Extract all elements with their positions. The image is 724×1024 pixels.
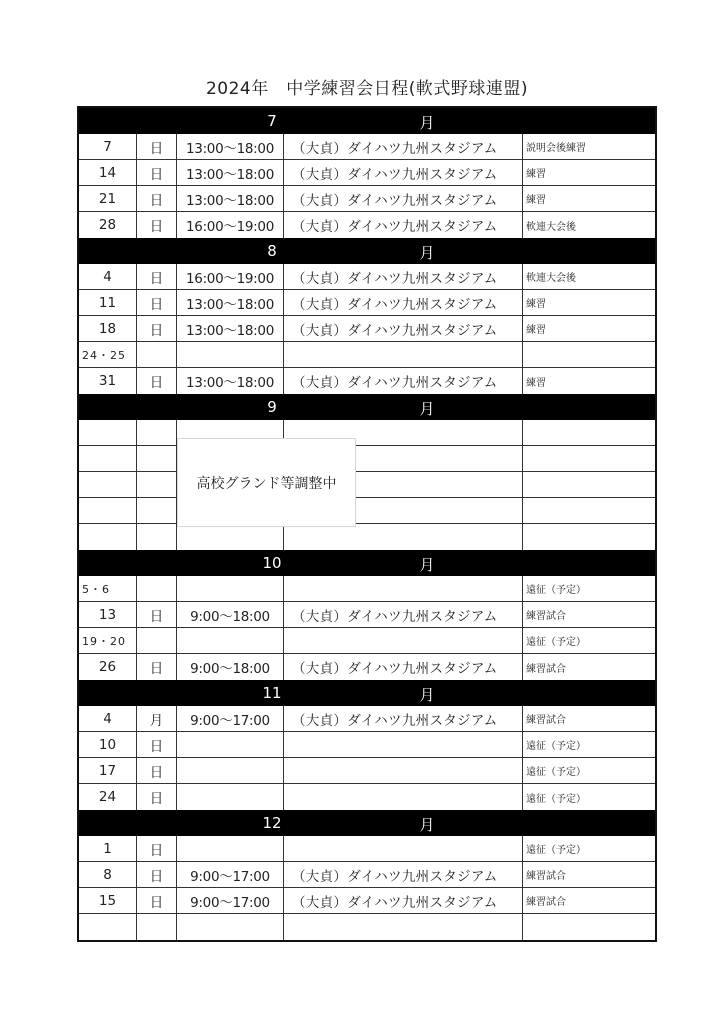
time-cell: 13:00～18:00: [177, 368, 284, 394]
date-cell: 21: [79, 186, 137, 211]
venue-cell: [284, 836, 523, 861]
month-section: [79, 810, 655, 940]
weekday-cell: [137, 420, 177, 445]
schedule-row: [79, 784, 655, 810]
month-number: 11: [262, 684, 282, 702]
month-header: [79, 108, 655, 134]
schedule-row: [79, 342, 655, 368]
time-cell: 9:00～18:00: [177, 654, 284, 680]
date-cell: 4: [79, 264, 137, 289]
venue-cell: （大貞）ダイハツ九州スタジアム: [284, 862, 523, 887]
note-cell: 遠征（予定）: [526, 793, 586, 805]
date-cell: [79, 446, 137, 471]
date-cell: 15: [79, 888, 137, 913]
venue-cell: （大貞）ダイハツ九州スタジアム: [284, 134, 523, 159]
weekday-cell: 日: [137, 212, 177, 238]
schedule-row: [79, 446, 655, 472]
date-cell: 17: [79, 758, 137, 783]
date-cell: 31: [79, 368, 137, 394]
venue-cell: （大貞）ダイハツ九州スタジアム: [284, 602, 523, 627]
weekday-cell: [137, 914, 177, 940]
venue-cell: [284, 576, 523, 601]
venue-cell: [284, 914, 523, 940]
note-cell: [523, 420, 655, 445]
month-number: 9: [267, 398, 277, 416]
schedule-row: [79, 186, 655, 212]
date-cell: [79, 420, 137, 445]
time-cell: 9:00～18:00: [177, 602, 284, 627]
month-section: [79, 394, 655, 550]
month-section: [79, 108, 655, 238]
schedule-row: [79, 368, 655, 394]
month-number: 10: [262, 554, 282, 572]
weekday-cell: [137, 628, 177, 653]
weekday-cell: 月: [137, 706, 177, 731]
note-cell: [523, 914, 655, 940]
note-cell: 遠征（予定）: [526, 845, 586, 856]
month-header: [79, 238, 655, 264]
month-header: [79, 810, 655, 836]
weekday-cell: 日: [137, 160, 177, 185]
time-cell: 16:00～19:00: [177, 212, 284, 238]
month-suffix: 月: [419, 556, 435, 574]
weekday-cell: 日: [137, 888, 177, 913]
schedule-row: [79, 160, 655, 186]
schedule-row: [79, 264, 655, 290]
weekday-cell: 日: [137, 758, 177, 783]
time-cell: [177, 576, 284, 601]
schedule-row: [79, 888, 655, 914]
time-cell: [177, 914, 284, 940]
date-cell: 14: [79, 160, 137, 185]
note-cell: [523, 472, 655, 497]
date-cell: 8: [79, 862, 137, 887]
note-cell: 練習: [526, 377, 546, 389]
venue-cell: [284, 784, 523, 810]
date-cell: 7: [79, 134, 137, 159]
weekday-cell: 日: [137, 732, 177, 757]
time-cell: 16:00～19:00: [177, 264, 284, 289]
time-cell: 13:00～18:00: [177, 134, 284, 159]
note-cell: [523, 524, 655, 550]
month-header: [79, 550, 655, 576]
schedule-row: [79, 290, 655, 316]
date-cell: 24・25: [79, 342, 137, 367]
weekday-cell: 日: [137, 264, 177, 289]
time-cell: [177, 524, 284, 550]
september-note-box: 高校グランド等調整中: [177, 438, 356, 527]
date-cell: 24: [79, 784, 137, 810]
schedule-row: [79, 758, 655, 784]
venue-cell: （大貞）ダイハツ九州スタジアム: [284, 186, 523, 211]
venue-cell: （大貞）ダイハツ九州スタジアム: [284, 888, 523, 913]
schedule-row: [79, 472, 655, 498]
venue-cell: （大貞）ダイハツ九州スタジアム: [284, 264, 523, 289]
time-cell: [177, 732, 284, 757]
venue-cell: （大貞）ダイハツ九州スタジアム: [284, 654, 523, 680]
note-cell: [523, 446, 655, 471]
month-number: 8: [267, 242, 277, 260]
note-cell: 練習試合: [526, 897, 566, 908]
venue-cell: （大貞）ダイハツ九州スタジアム: [284, 212, 523, 238]
venue-cell: （大貞）ダイハツ九州スタジアム: [284, 290, 523, 315]
time-cell: 9:00～17:00: [177, 706, 284, 731]
weekday-cell: [137, 524, 177, 550]
month-suffix: 月: [419, 244, 435, 262]
month-section: [79, 550, 655, 680]
schedule-row: [79, 134, 655, 160]
weekday-cell: 日: [137, 186, 177, 211]
schedule-row: [79, 212, 655, 238]
schedule-row: [79, 706, 655, 732]
time-cell: [177, 836, 284, 861]
note-cell: 練習: [526, 169, 546, 180]
note-cell: 説明会後練習: [526, 143, 586, 154]
note-cell: 遠征（予定）: [526, 637, 586, 648]
venue-cell: [284, 524, 523, 550]
weekday-cell: 日: [137, 134, 177, 159]
weekday-cell: 日: [137, 862, 177, 887]
schedule-row: [79, 316, 655, 342]
venue-cell: [284, 628, 523, 653]
note-cell: 遠征（予定）: [526, 585, 586, 596]
venue-cell: [284, 732, 523, 757]
date-cell: [79, 914, 137, 940]
month-header: [79, 394, 655, 420]
month-suffix: 月: [419, 114, 435, 132]
weekday-cell: 日: [137, 290, 177, 315]
schedule-row: [79, 628, 655, 654]
time-cell: 9:00～17:00: [177, 888, 284, 913]
schedule-row: [79, 732, 655, 758]
note-cell: 遠征（予定）: [526, 741, 586, 752]
venue-cell: （大貞）ダイハツ九州スタジアム: [284, 368, 523, 394]
schedule-row: [79, 602, 655, 628]
note-cell: 軟連大会後: [526, 221, 576, 233]
weekday-cell: [137, 576, 177, 601]
date-cell: 1: [79, 836, 137, 861]
weekday-cell: 日: [137, 654, 177, 680]
weekday-cell: [137, 342, 177, 367]
time-cell: 13:00～18:00: [177, 290, 284, 315]
note-cell: 練習試合: [526, 611, 566, 622]
venue-cell: [284, 342, 523, 367]
time-cell: [177, 628, 284, 653]
date-cell: 13: [79, 602, 137, 627]
date-cell: 10: [79, 732, 137, 757]
page-title: 2024年 中学練習会日程(軟式野球連盟): [205, 79, 529, 99]
date-cell: 18: [79, 316, 137, 341]
month-number: 12: [262, 814, 282, 832]
time-cell: 13:00～18:00: [177, 186, 284, 211]
schedule-row: [79, 498, 655, 524]
note-cell: [523, 498, 655, 523]
venue-cell: （大貞）ダイハツ九州スタジアム: [284, 160, 523, 185]
note-cell: 練習: [526, 299, 546, 310]
schedule-row: [79, 524, 655, 550]
time-cell: 13:00～18:00: [177, 160, 284, 185]
date-cell: 28: [79, 212, 137, 238]
schedule-row: [79, 914, 655, 940]
schedule-row: [79, 654, 655, 680]
weekday-cell: 日: [137, 368, 177, 394]
venue-cell: （大貞）ダイハツ九州スタジアム: [284, 316, 523, 341]
note-cell: 遠征（予定）: [526, 767, 586, 778]
note-cell: 軟連大会後: [526, 273, 576, 284]
month-section: [79, 238, 655, 394]
time-cell: [177, 342, 284, 367]
note-cell: 練習: [526, 195, 546, 206]
venue-cell: [284, 758, 523, 783]
weekday-cell: 日: [137, 836, 177, 861]
time-cell: [177, 758, 284, 783]
schedule-row: [79, 576, 655, 602]
time-cell: 9:00～17:00: [177, 862, 284, 887]
note-cell: 練習: [526, 325, 546, 336]
schedule-table: [77, 106, 657, 942]
schedule-row: [79, 836, 655, 862]
month-section: [79, 680, 655, 810]
month-suffix: 月: [419, 686, 435, 704]
schedule-row: [79, 420, 655, 446]
weekday-cell: 日: [137, 602, 177, 627]
note-cell: 練習試合: [526, 663, 566, 675]
schedule-row: [79, 862, 655, 888]
note-cell: 練習試合: [526, 715, 566, 726]
date-cell: [79, 498, 137, 523]
time-cell: [177, 784, 284, 810]
date-cell: [79, 524, 137, 550]
weekday-cell: [137, 498, 177, 523]
month-suffix: 月: [419, 400, 435, 418]
venue-cell: （大貞）ダイハツ九州スタジアム: [284, 706, 523, 731]
date-cell: 19・20: [79, 628, 137, 653]
note-cell: [523, 342, 655, 367]
weekday-cell: 日: [137, 784, 177, 810]
note-cell: 練習試合: [526, 871, 566, 882]
weekday-cell: [137, 472, 177, 497]
month-suffix: 月: [419, 816, 435, 834]
time-cell: 13:00～18:00: [177, 316, 284, 341]
date-cell: 4: [79, 706, 137, 731]
date-cell: 26: [79, 654, 137, 680]
date-cell: 5・6: [79, 576, 137, 601]
month-number: 7: [267, 112, 277, 130]
date-cell: 11: [79, 290, 137, 315]
month-header: [79, 680, 655, 706]
date-cell: [79, 472, 137, 497]
weekday-cell: [137, 446, 177, 471]
weekday-cell: 日: [137, 316, 177, 341]
